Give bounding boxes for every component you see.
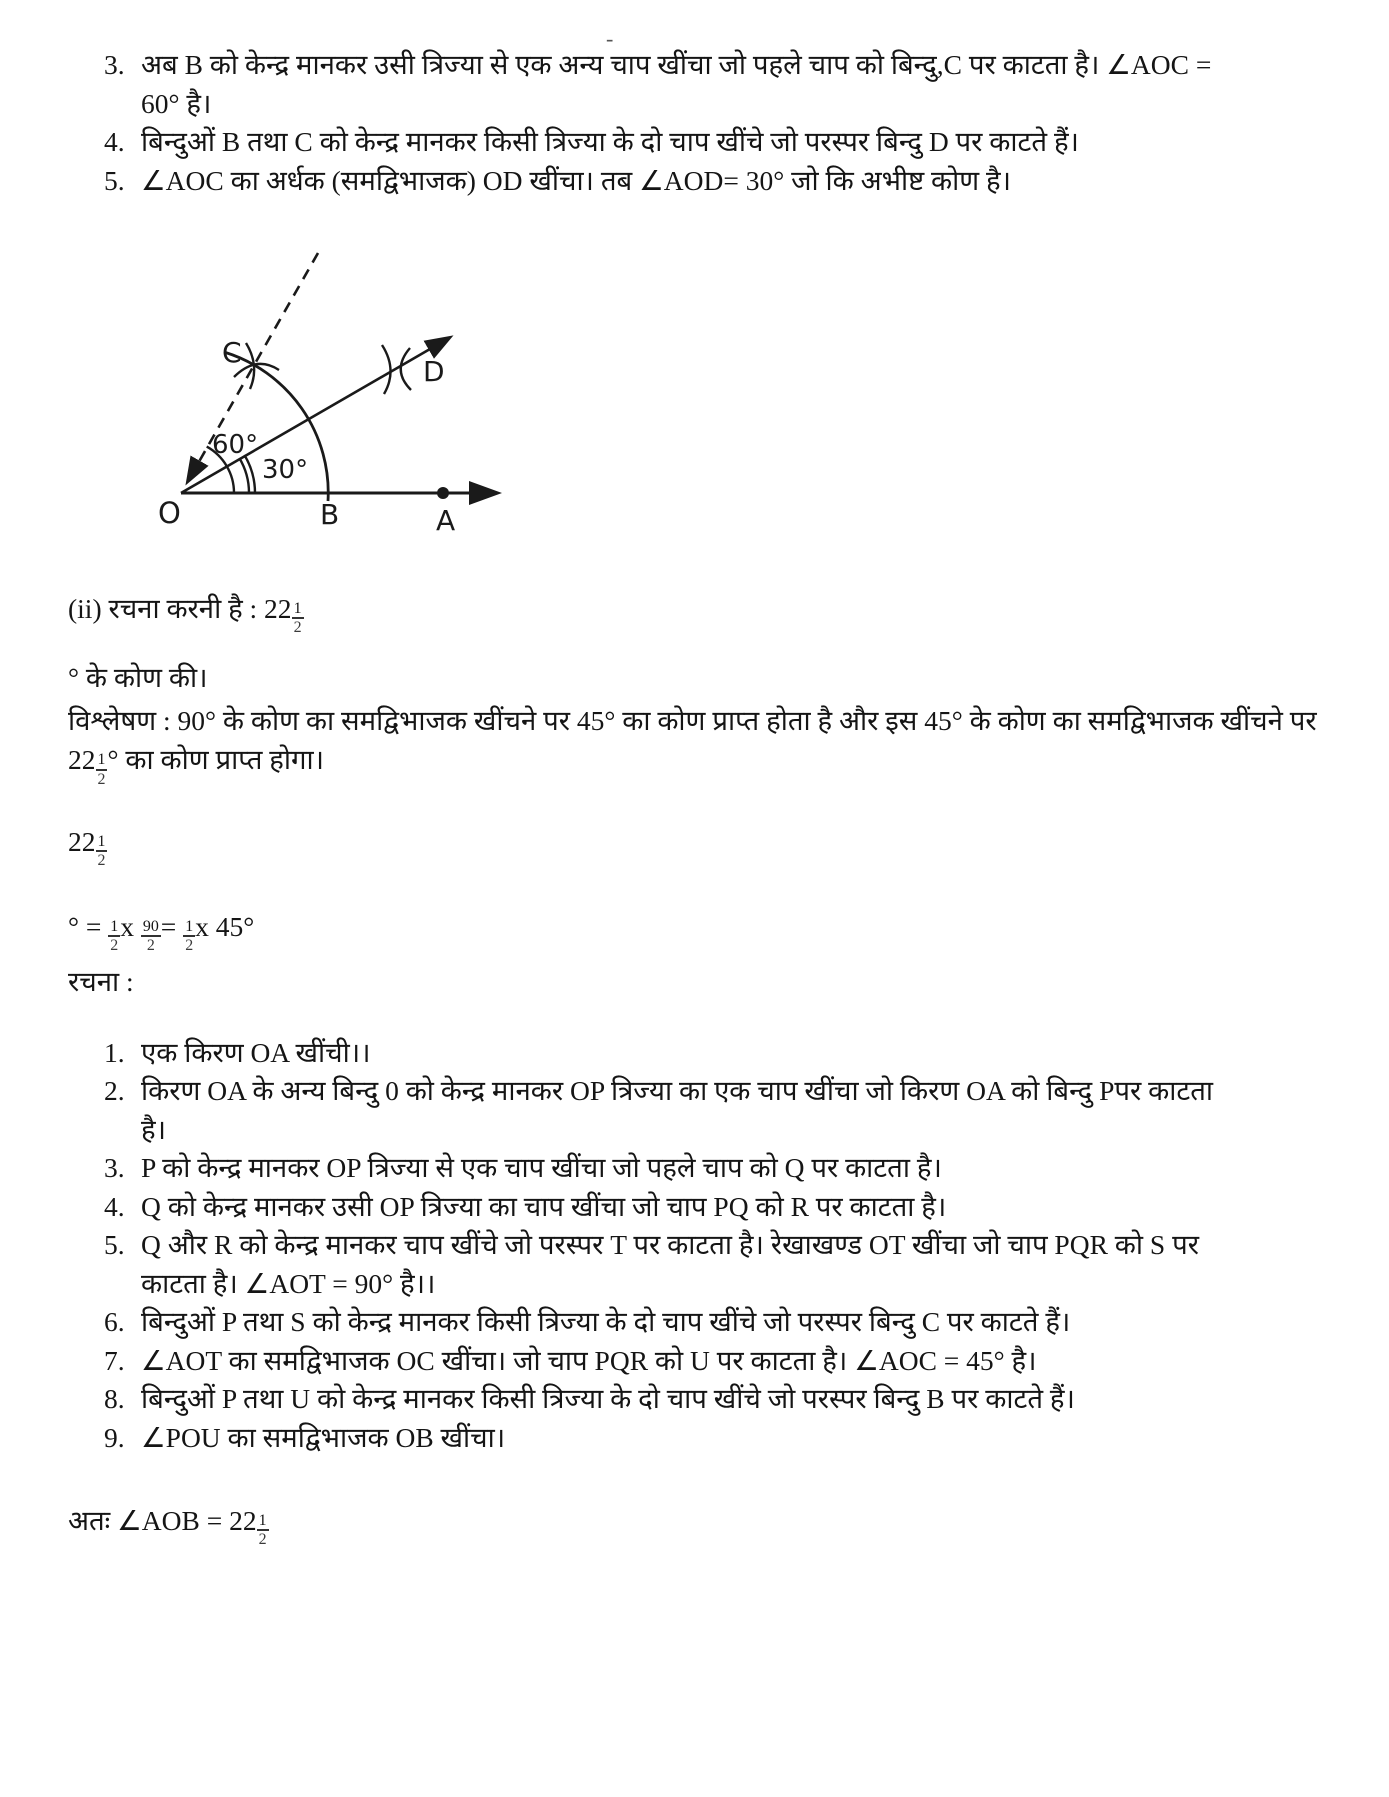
step-number: 4. <box>104 1190 125 1222</box>
rachna-label: रचना : <box>68 966 134 998</box>
step-text: बिन्दुओं B तथा C को केन्द्र मानकर किसी त्रिज्या के दो चाप खींचे जो परस्पर बिन्दु D पर काटते हैं। <box>141 126 1079 157</box>
step-text: P को केन्द्र मानकर OP त्रिज्या से एक चाप खींचा जो पहले चाप को Q पर काटता है। <box>141 1152 942 1184</box>
step-number: 4. <box>104 126 125 157</box>
construction-steps-60-30 <box>104 46 1244 200</box>
step-number: 6. <box>104 1306 125 1338</box>
step-number: 8. <box>104 1383 125 1415</box>
step-number: 7. <box>104 1344 125 1376</box>
step-item-3 <box>104 1149 1244 1188</box>
analysis-text: विश्लेषण : 90° के कोण का समद्विभाजक खींचने पर 45° का कोण प्राप्त होता है और इस 45° के कोण का समद्विभाजक खींचने पर 22 <box>68 705 1317 776</box>
step-number: 9. <box>104 1421 125 1453</box>
step-number: 3. <box>104 49 125 80</box>
label-d: D <box>423 355 445 388</box>
step-item-5 <box>104 1226 1244 1303</box>
step-item-6 <box>104 1303 1244 1342</box>
step-number: 2. <box>104 1075 125 1107</box>
point-a-dot <box>437 487 449 499</box>
step-text: अब B को केन्द्र मानकर उसी त्रिज्या से एक अन्य चाप खींचा जो पहले चाप को बिन्दु,C पर काटता है। ∠AOC = 60° है। <box>141 49 1212 119</box>
label-o: O <box>158 496 181 530</box>
step-item-5 <box>104 162 1244 201</box>
angle-construction-diagram <box>146 210 526 535</box>
section-ii-heading <box>68 589 1340 636</box>
conclusion-line: अतः ∠AOB = 22 $\frac{1}{2}$ <box>68 1505 267 1549</box>
fraction-90-2: $\frac{90}{2}$ <box>142 918 159 955</box>
step-number: 5. <box>104 164 125 196</box>
step-text: बिन्दुओं P तथा U को केन्द्र मानकर किसी त्रिज्या के दो चाप खींचे जो परस्पर बिन्दु B पर काटते हैं। <box>141 1383 1075 1415</box>
stray-dash-mark: - <box>606 26 614 51</box>
step-number: 1. <box>104 1036 125 1068</box>
fraction-half: $\frac{1}{2}$ <box>258 1511 267 1549</box>
label-angle-60: 60° <box>212 430 259 460</box>
step-item-4 <box>104 1188 1244 1227</box>
fraction-half: $\frac{1}{2}$ <box>110 918 119 955</box>
heading-text: (ii) रचना करनी है : 22 <box>68 593 292 624</box>
fraction-half: $\frac{1}{2}$ <box>185 918 194 955</box>
label-a: A <box>436 504 456 535</box>
label-angle-30: 30° <box>262 455 309 485</box>
step-item-2 <box>104 1072 1244 1149</box>
step-item-3 <box>104 46 1244 123</box>
cross-mark-d2 <box>401 348 411 390</box>
step-text: ∠POU का समद्विभाजक OB खींचा। <box>141 1421 506 1453</box>
diagram-svg <box>146 210 526 535</box>
step-text: ∠AOC का अर्धक (समद्विभाजक) OD खींचा। तब ∠AOD= 30° जो कि अभीष्ट कोण है। <box>141 164 1012 196</box>
analysis-paragraph <box>68 701 1340 787</box>
analysis-text-after: ° का कोण प्राप्त होगा। <box>107 744 325 776</box>
fraction-half: $\frac{1}{2}$ <box>97 832 106 869</box>
step-item-9 <box>104 1419 1244 1458</box>
step-text: ∠AOT का समद्विभाजक OC खींचा। जो चाप PQR को U पर काटता है। ∠AOC = 45° है। <box>141 1344 1037 1376</box>
step-number: 5. <box>104 1229 125 1261</box>
step-text: Q को केन्द्र मानकर उसी OP त्रिज्या का चाप खींचा जो चाप PQ को R पर काटता है। <box>141 1190 947 1222</box>
step-text: एक किरण OA खींची।। <box>141 1036 371 1068</box>
step-item-8 <box>104 1380 1244 1419</box>
construction-steps-22half <box>104 1034 1244 1458</box>
step-text: किरण OA के अन्य बिन्दु 0 को केन्द्र मानकर OP त्रिज्या का एक चाप खींचा जो किरण OA को बिन्दु Pपर काटता है। <box>141 1075 1214 1145</box>
fraction-half: $\frac{1}{2}$ <box>293 599 302 637</box>
step-item-4 <box>104 123 1244 162</box>
label-c: C <box>222 336 242 369</box>
cross-mark-d <box>382 345 391 394</box>
step-item-7 <box>104 1342 1244 1381</box>
equation-line: ° = $\frac{1}{2}$ x $\frac{90}{2}$ = $\frac{1}{2}$ x 45° <box>68 911 255 955</box>
step-text: बिन्दुओं P तथा S को केन्द्र मानकर किसी त्रिज्या के दो चाप खींचे जो परस्पर बिन्दु C पर काटते हैं। <box>141 1306 1071 1338</box>
fraction-half: $\frac{1}{2}$ <box>97 751 106 788</box>
degree-continuation: ° के कोण की। <box>68 662 208 694</box>
step-number: 3. <box>104 1152 125 1184</box>
step-text: Q और R को केन्द्र मानकर चाप खींचे जो परस्पर T पर काटता है। रेखाखण्ड OT खींचा जो चाप PQR को S पर काटता है। ∠AOT = 90° है।। <box>141 1229 1199 1299</box>
step-item-1 <box>104 1034 1244 1073</box>
standalone-value: 22 $\frac{1}{2}$ <box>68 825 106 869</box>
label-b: B <box>320 498 340 531</box>
